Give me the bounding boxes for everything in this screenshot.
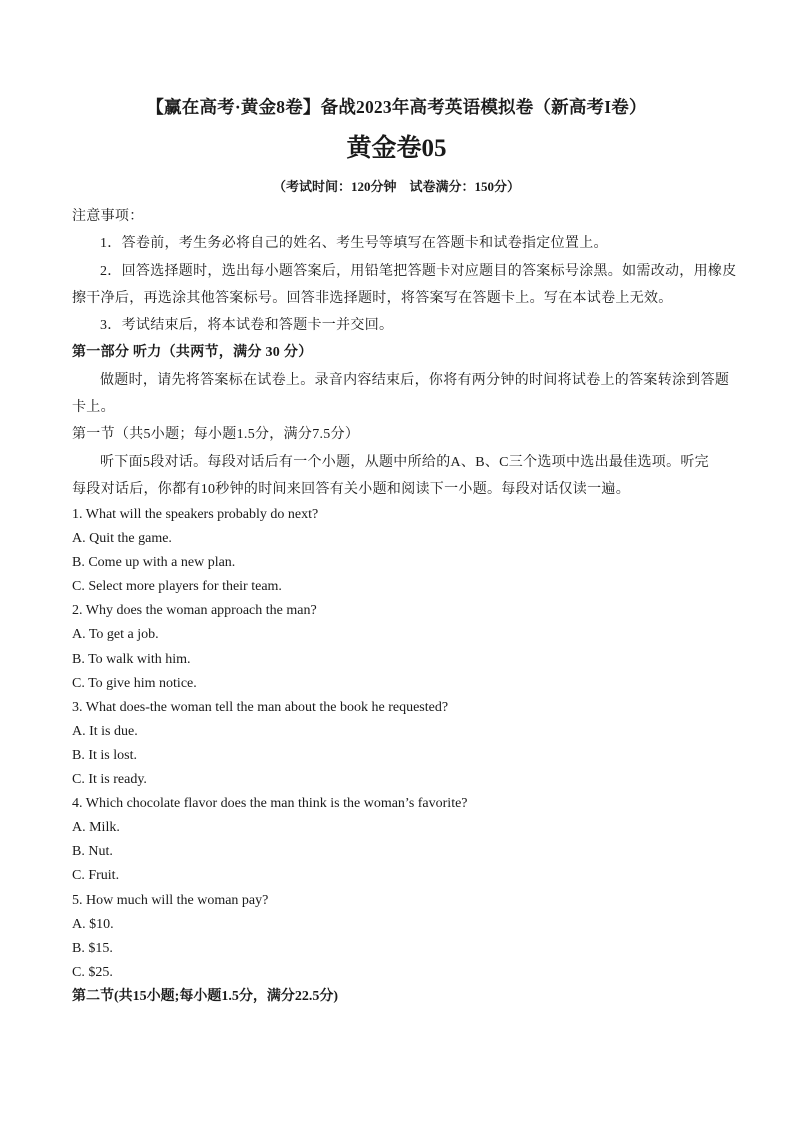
section-one-instruction: 听下面5段对话。每段对话后有一个小题，从题中所给的A、B、C三个选项中选出最佳选项。听完 (100, 454, 709, 470)
option-b: B. Nut. (72, 844, 113, 860)
notice-item-2: 2．回答选择题时，选出每小题答案后，用铅笔把答题卡对应题目的答案标号涂黑。如需改动，用橡皮 (100, 263, 737, 279)
option-a: A. Milk. (72, 820, 120, 836)
instructions-block (72, 203, 737, 503)
question-stem: 2. Why does the woman approach the man? (72, 603, 317, 619)
question-stem: 1. What will the speakers probably do next? (72, 507, 319, 522)
paper-number-title: 黄金卷05 (346, 135, 447, 162)
option-c: C. Fruit. (72, 868, 120, 884)
option-a: A. Quit the game. (72, 531, 172, 547)
notice-item-3: 3．考试结束后，将本试卷和答题卡一并交回。 (100, 318, 394, 334)
question-3 (72, 696, 724, 792)
option-b: B. It is lost. (72, 747, 137, 763)
option-c: C. $25. (72, 964, 113, 980)
section-two-heading: 第二节(共15小题;每小题1.5分，满分22.5分) (72, 988, 338, 1004)
question-stem: 5. How much will the woman pay? (72, 892, 269, 908)
option-b: B. Come up with a new plan. (72, 555, 236, 571)
option-b: B. $15. (72, 940, 113, 956)
question-1 (72, 503, 724, 599)
notice-item-2-continued: 擦干净后，再选涂其他答案标号。回答非选择题时，将答案写在答题卡上。写在本试卷上无效。 (72, 290, 673, 306)
option-a: A. It is due. (72, 723, 138, 739)
option-c: C. To give him notice. (72, 675, 197, 691)
option-a: A. To get a job. (72, 627, 159, 643)
part-one-instruction-continued: 卡上。 (72, 400, 115, 416)
option-c: C. Select more players for their team. (72, 579, 282, 595)
question-stem: 4. Which chocolate flavor does the man think is the woman’s favorite? (72, 796, 468, 812)
question-5 (72, 889, 724, 985)
option-c: C. It is ready. (72, 772, 147, 788)
question-4 (72, 792, 724, 888)
notice-heading: 注意事项： (72, 209, 144, 224)
part-one-instruction: 做题时，请先将答案标在试卷上。录音内容结束后，你将有两分钟的时间将试卷上的答案转涂到答题 (100, 372, 730, 388)
section-one-instruction-continued: 每段对话后，你都有10秒钟的时间来回答有关小题和阅读下一小题。每段对话仅读一遍。 (72, 481, 630, 497)
option-b: B. To walk with him. (72, 651, 191, 667)
question-stem: 3. What does-the woman tell the man about the book he requested? (72, 699, 449, 715)
option-a: A. $10. (72, 916, 114, 932)
document-title: 【赢在高考·黄金8卷】备战2023年高考英语模拟卷（新高考I卷） (146, 97, 647, 117)
part-one-heading: 第一部分 听力（共两节，满分 30 分） (72, 345, 313, 361)
exam-time-and-score: （考试时间：120分钟 试卷满分：150分） (272, 179, 520, 194)
notice-item-1: 1．答卷前，考生务必将自己的姓名、考生号等填写在答题卡和试卷指定位置上。 (100, 236, 608, 252)
listening-questions (72, 503, 724, 1009)
question-2 (72, 599, 724, 695)
section-one-heading: 第一节（共5小题；每小题1.5分，满分7.5分） (72, 427, 360, 443)
